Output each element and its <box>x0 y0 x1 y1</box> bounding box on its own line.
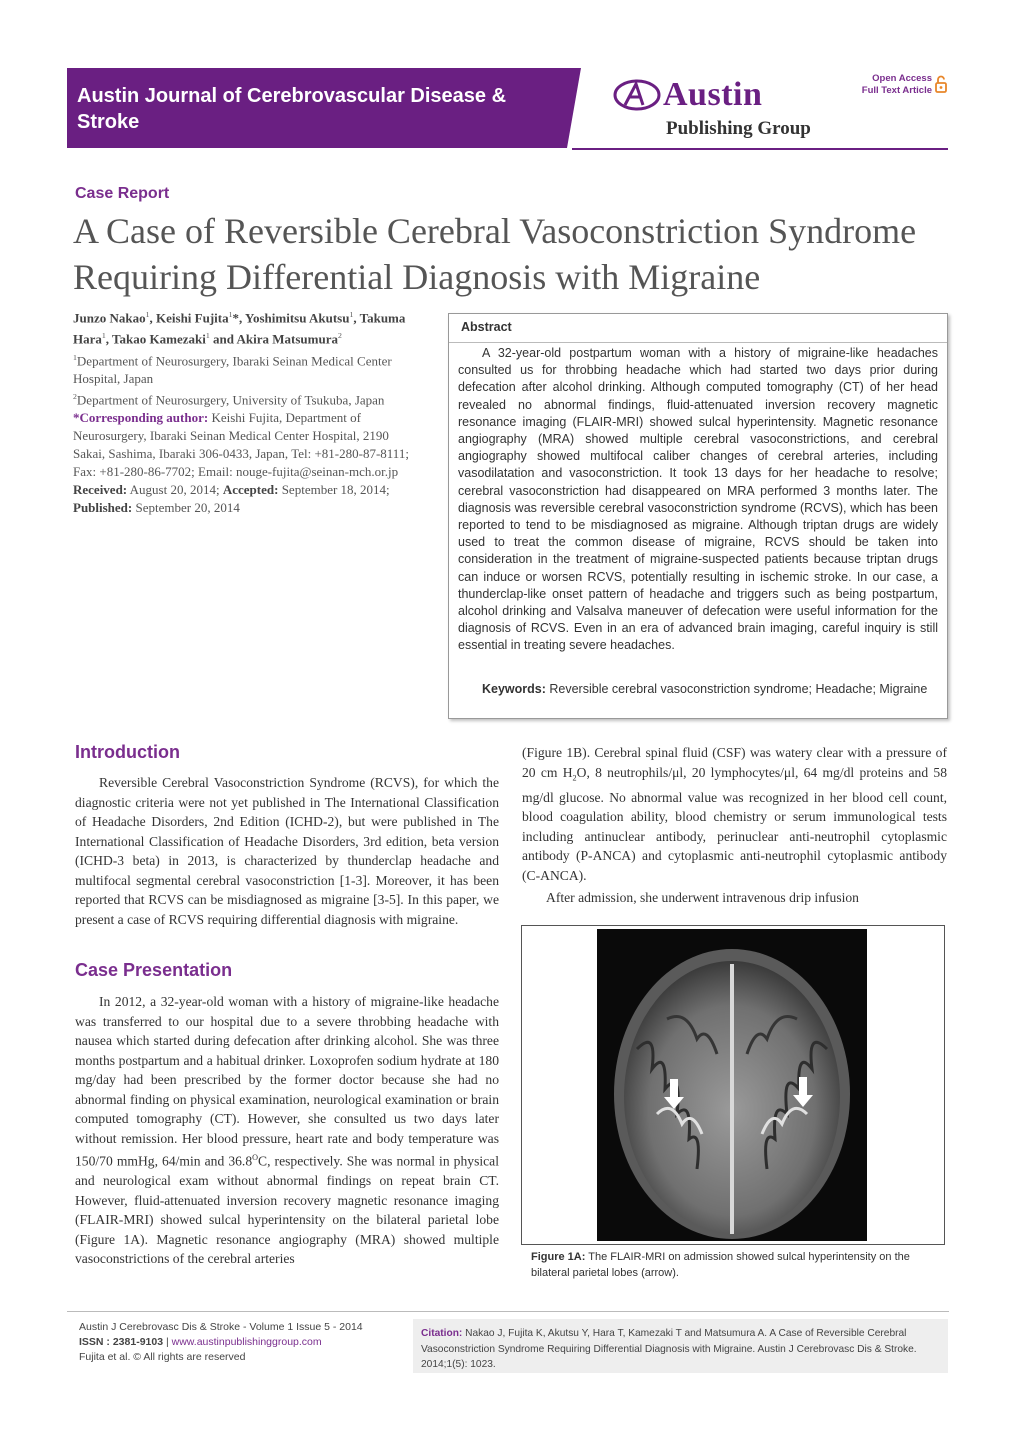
corresponding-author: *Corresponding author: Keishi Fujita, Department of Neurosurgery, Ibaraki Seinan Medical Center Hospital, 2190 Sakai, Sashima, Ibaraki 306-0433, Japan, Tel: +81-280-87-8111; Fax: +81-280-86-7702; Email: nouge-fujita@seinan-mch.or.jp <box>73 410 409 480</box>
citation-text: Citation: Nakao J, Fujita K, Akutsu Y, Hara T, Kamezaki T and Matsumura A. A Case of Reversible Cerebral Vasoconstriction Syndrome Requiring Differential Diagnosis with Migraine. Austin J Cerebrovasc Dis & Stroke. 2014;1(5): 1023. <box>421 1328 917 1370</box>
footer-website-link[interactable]: www.austinpublishinggroup.com <box>171 1336 322 1348</box>
abstract-divider <box>449 342 947 343</box>
header-rule <box>572 148 948 150</box>
abstract-box <box>448 313 948 719</box>
journal-title-line1: Austin Journal of Cerebrovascular Disease & <box>77 85 507 107</box>
article-title: A Case of Reversible Cerebral Vasoconstriction Syndrome Requiring Differential Diagnosis with Migraine <box>73 211 917 297</box>
affiliation-1: $^1$Department of Neurosurgery, Ibaraki Seinan Medical Center Hospital, Japan <box>73 352 392 386</box>
publisher-subtitle: Publishing Group <box>666 118 811 139</box>
banner-notch <box>567 68 581 148</box>
article-type: Case Report <box>75 185 170 202</box>
open-access-text: Open Access <box>872 73 932 84</box>
case-presentation-text: In 2012, a 32-year-old woman with a history of migraine-like headache was transferred to our hospital due to a severe throbbing headache with nausea which started during defecation after drinking alcohol. She was three months postpartum and a habitual drinker. Loxoprofen sodium hydrate at 180 mg/day had been prescribed by the former doctor because she had no abnormal finding on physical examination, neurological examination or brain computed tomography (CT). However, she consulted us two days later without remission. Her blood pressure, heart rate and body temperature was 150/70 mmHg, 64/min and $36.8^OC$, respectively. She was normal in physical and neurological exam without abnormal findings on repeat brain CT. However, fluid-attenuated inversion recovery magnetic resonance imaging (FLAIR-MRI) showed sulcal hyperintensity on the bilateral parietal lobe (Figure 1A). Magnetic resonance angiography (MRA) showed multiple vasoconstrictions of the cerebral arteries <box>75 994 499 1267</box>
publication-dates: Received: August 20, 2014; Accepted: September 18, 2014; Published: September 20, 2014 <box>73 482 390 516</box>
introduction-heading: Introduction <box>75 742 180 762</box>
keywords: Keywords: Reversible cerebral vasoconstriction syndrome; Headache; Migraine <box>482 682 928 696</box>
open-lock-icon <box>935 75 947 93</box>
introduction-text: Reversible Cerebral Vasoconstriction Syndrome (RCVS), for which the diagnostic criteria were not yet published in The International Classification of Headache Disorders, 2nd Edition (ICHD-2), but were published in The International Classification of Headache Disorders, 3rd edition, beta version (ICHD-3 beta) in 2013, is characterized by thunderclap headache and multifocal segmental cerebral vasoconstriction [1-3]. Moreover, it has been reported that RCVS can be misdiagnosed as migraine [3-5]. In this paper, we present a case of RCVS requiring differential diagnosis with migraine. <box>75 775 499 927</box>
right-column-text-2: After admission, she underwent intravenous drip infusion <box>546 890 859 905</box>
journal-banner <box>67 68 567 148</box>
footer-journal-info <box>79 1320 409 1365</box>
footer-issn: ISSN : 2381-9103 | www.austinpublishinggroup.com <box>79 1336 322 1348</box>
publisher-logo-icon <box>612 78 662 112</box>
mri-brain-image <box>597 929 867 1241</box>
author-block <box>73 306 423 517</box>
abstract-text: A 32-year-old postpartum woman with a history of migraine-like headaches consulted us for throbbing headache which had started two days prior during defecation after alcohol drinking. Although computed tomography (CT) of her head revealed no abnormal findings, fluid-attenuated inversion recovery magnetic resonance imaging (FLAIR-MRI) showed sulcal hyperintensity. Magnetic resonance angiography (MRA) showed multiple cerebral vasoconstrictions, and cerebral angiography showed multifocal caliber changes of cerebral arteries, including vasodilatation and vasoconstriction. It took 13 days for her headache to resolve; cerebral vasoconstriction had disappeared on MRA performed 3 months later. The diagnosis was reversible cerebral vasoconstriction syndrome (RCVS), which has been reported to tend to be misdiagnosed as migraine. Although triptan drugs are widely used to treat the common disease of migraine, RCVS should be taken into consideration in the treatment of migraine-suspected patients because triptan drugs can induce or worsen RCVS, potentially resulting in ischemic stroke. In our case, a thunderclap-like onset pattern of headache and triggers such as being postpartum, alcohol drinking and Valsalva maneuver of defecation were useful information for the diagnosis of RCVS. Even in an era of advanced brain imaging, careful inquiry is still essential in treating severe headaches. <box>458 346 938 653</box>
abstract-heading: Abstract <box>461 320 512 334</box>
open-access-label <box>850 73 932 97</box>
footer-rule <box>67 1311 949 1312</box>
case-presentation-heading: Case Presentation <box>75 960 233 980</box>
right-column-text: (Figure 1B). Cerebral spinal fluid (CSF) was watery clear with a pressure of 20 cm $H_2O$, 8 neutrophils/μl, 20 lymphocytes/μl, 64 mg/dl proteins and 58 mg/dl glucose. No abnormal value was recognized in her blood cell count, blood coagulation ability, blood chemistry or serum immunological tests including antinuclear antibody, perinuclear anti-neutrophil cytoplasmic antibody (P-ANCA) and cytoplasmic anti-neutrophil cytoplasmic antibody (C-ANCA). <box>522 745 947 883</box>
footer-volume: Austin J Cerebrovasc Dis & Stroke - Volume 1 Issue 5 - 2014 <box>79 1321 363 1333</box>
affiliation-2: $^2$Department of Neurosurgery, University of Tsukuba, Japan <box>73 391 385 408</box>
figure-1a <box>521 925 945 1245</box>
publisher-name: Austin <box>663 76 763 113</box>
author-list: Junzo Nakao$^1$, Keishi Fujita$^1$*, Yoshimitsu Akutsu$^1$, Takuma Hara$^1$, Takao Kamezaki$^1$ and Akira Matsumura$^2$ <box>73 310 406 347</box>
figure-caption: Figure 1A: The FLAIR-MRI on admission showed sulcal hyperintensity on the bilateral parietal lobes (arrow). <box>531 1251 910 1279</box>
journal-title-line2: Stroke <box>77 111 140 133</box>
footer-rights: Fujita et al. © All rights are reserved <box>79 1351 246 1363</box>
full-text-text: Full Text Article <box>861 85 932 96</box>
